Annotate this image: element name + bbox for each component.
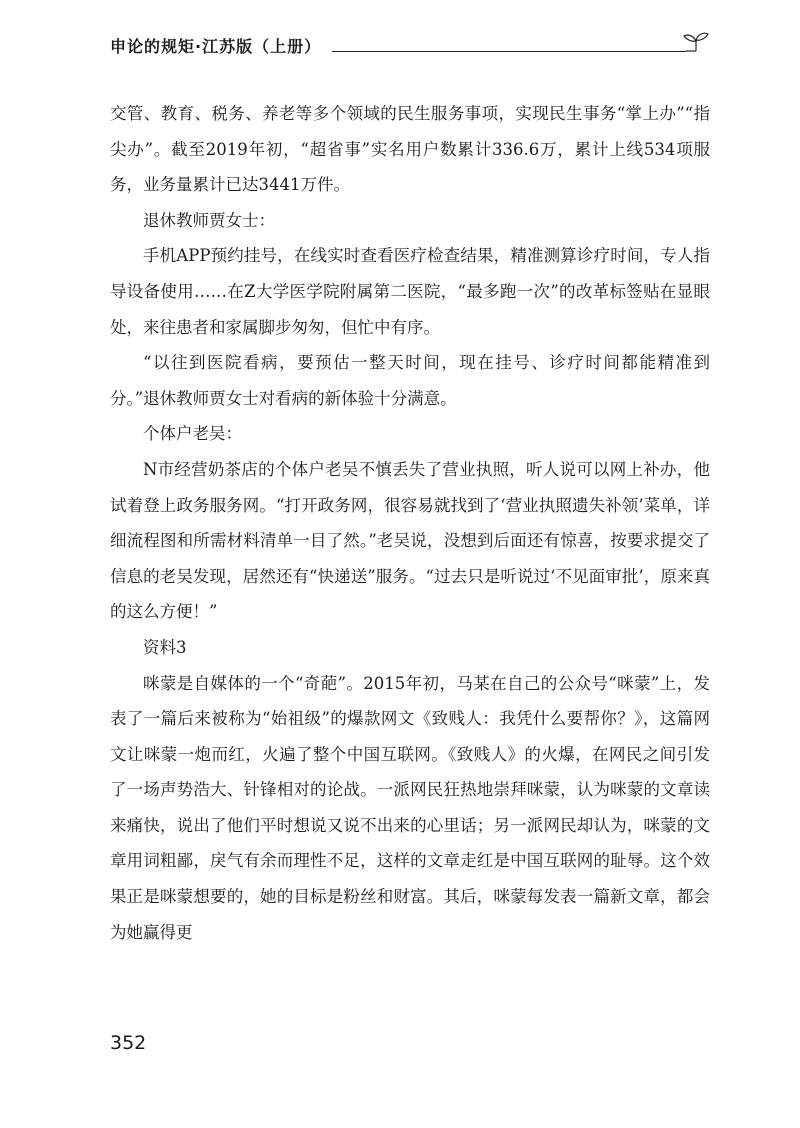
paragraph-mimeng: 咪蒙是自媒体的一个“奇葩”。2015年初，马某在自己的公众号“咪蒙”上，发表了一篇后来被称为“始祖级”的爆款网文《致贱人：我凭什么要帮你？》，这篇网文让咪蒙一炮而红，火遍了整个中国互联网。《致贱人》的火爆，在网民之间引发了一场声势浩大、针锋相对的论战。一派网民狂热地崇拜咪蒙，认为咪蒙的文章读来痛快，说出了他们平时想说又说不出来的心里话；另一派网民却认为，咪蒙的文章用词粗鄙，戾气有余而理性不足，这样的文章走红是中国互联网的耻辱。这个效果正是咪蒙想要的，她的目标是粉丝和财富。其后，咪蒙每发表一篇新文章，都会为她赢得更 [110, 673, 710, 942]
paragraph-hospital: 手机APP预约挂号，在线实时查看医疗检查结果，精准测算诊疗时间，专人指导设备使用……在Z大学医学院附属第二医院，“最多跑一次”的改革标签贴在显眼处，来往患者和家属脚步匆匆，但忙中有序。 [110, 246, 710, 337]
page-body [110, 96, 710, 950]
speaker-label-teacher: 退休教师贾女士： [143, 210, 275, 230]
speaker-label-wu: 个体户老吴： [143, 424, 242, 444]
sprout-icon [682, 30, 710, 56]
header-rule [332, 51, 686, 52]
paragraph-quote-teacher: “以往到医院看病，要预估一整天时间，现在挂号、诊疗时间都能精准到分。”退休教师贾女士对看病的新体验十分满意。 [110, 353, 710, 408]
book-title: 申论的规矩·江苏版（上册） [110, 37, 322, 56]
paragraph-wu: N市经营奶茶店的个体户老吴不慎丢失了营业执照，听人说可以网上补办，他试着登上政务服务网。“打开政务网，很容易就找到了‘营业执照遗失补领’菜单，详细流程图和所需材料清单一目了然。”老吴说，没想到后面还有惊喜，按要求提交了信息的老吴发现，居然还有“快递送”服务。“过去只是听说过‘不见面审批’，原来真的这么方便！” [110, 459, 710, 622]
paragraph-continued: 交管、教育、税务、养老等多个领域的民生服务事项，实现民生事务“掌上办”“指尖办”。截至2019年初，“超省事”实名用户数累计336.6万，累计上线534项服务，业务量累计已达3441万件。 [110, 104, 710, 195]
running-header [110, 30, 710, 58]
page-number: 352 [110, 1032, 147, 1054]
section-heading-material-3: 资料3 [143, 637, 187, 657]
